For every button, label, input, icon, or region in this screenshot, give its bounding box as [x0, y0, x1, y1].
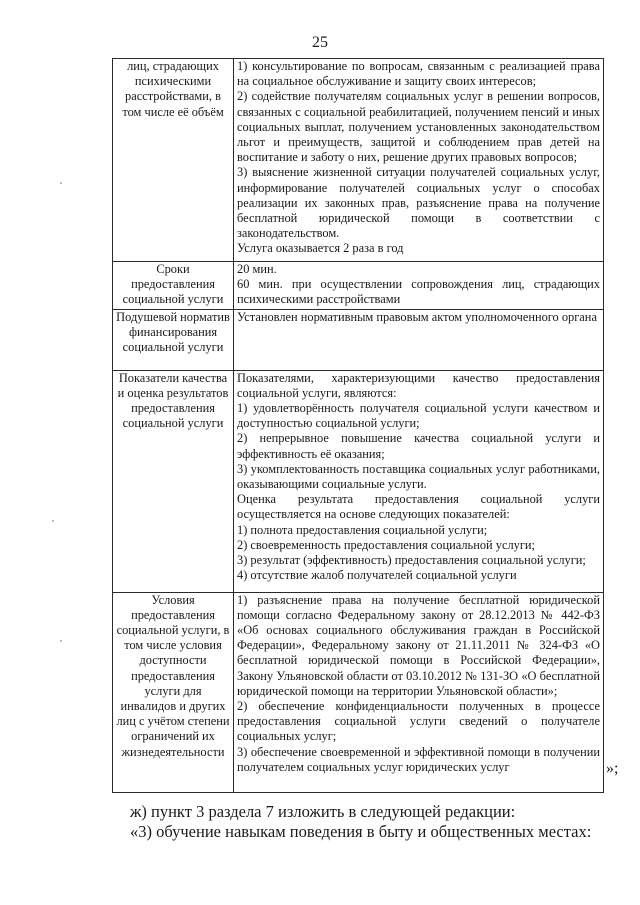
content-paragraph: 1) удовлетворённость получателя социальной услуги качеством и доступностью социальной услуги; — [237, 401, 600, 431]
content-paragraph: 20 мин. — [237, 262, 277, 276]
row-content — [234, 592, 604, 792]
row-content — [234, 370, 604, 592]
content-paragraph: 3) обеспечение своевременной и эффективной помощи в получении получателем социальных услуг юридических услуг — [237, 744, 600, 774]
scan-speck — [52, 520, 54, 522]
content-paragraph: 1) полнота предоставления социальной услуги; — [237, 522, 488, 537]
content-paragraph: 1) консультирование по вопросам, связанным с реализацией права на социальное обслуживание и защиту своих интересов; — [237, 59, 600, 89]
row-content — [234, 309, 604, 370]
content-paragraph: 2) своевременность предоставления социальной услуги; — [237, 537, 535, 552]
content-paragraph: Услуга оказывается 2 раза в год — [237, 241, 404, 256]
table-row — [113, 370, 604, 592]
content-paragraph: Оценка результата предоставления социальной услуги осуществляется на основе следующих показателей: — [237, 492, 600, 522]
scan-speck — [60, 182, 62, 184]
table-row — [113, 309, 604, 370]
scan-speck — [60, 640, 62, 642]
row-label: лиц, страдающих психическими расстройствами, в том числе её объём — [113, 59, 234, 262]
content-paragraph: 3) выяснение жизненной ситуации получателей социальных услуг, информирование получателей социальных услуг о способах реализации их законных прав, разъяснение права на получение бесплатной юридической помощи в соответствии с законодательством. — [237, 165, 600, 241]
table-row — [113, 59, 604, 262]
row-label: Сроки предоставления социальной услуги — [113, 262, 234, 310]
content-paragraph: 1) разъяснение права на получение бесплатной юридической помощи согласно Федеральному закону от 28.12.2013 № 442-ФЗ «Об основах социального обслуживания граждан в Российской Федерации», Федеральному закону от 21.11.2011 № 324-ФЗ «О бесплатной юридической помощи в Российской Федерации», Закону Ульяновской области от 03.10.2012 № 131-ЗО «О бесплатной юридической помощи на территории Ульяновской области»; — [237, 592, 600, 698]
content-paragraph: 4) отсутствие жалоб получателей социальной услуги — [237, 568, 517, 583]
amendment-line: ж) пункт 3 раздела 7 изложить в следующей редакции: — [130, 802, 516, 821]
amendment-line: «3) обучение навыкам поведения в быту и общественных местах: — [130, 822, 592, 841]
content-paragraph: 2) непрерывное повышение качества социальной услуги и эффективность её оказания; — [237, 431, 600, 461]
page-number: 25 — [312, 34, 328, 51]
content-paragraph: 3) результат (эффективность) предоставления социальной услуги; — [237, 553, 586, 568]
table-row — [113, 592, 604, 792]
row-label: Условия предоставления социальной услуги, в том числе условия доступности предоставления услуги для инвалидов и других лиц с учётом степени ограничений их жизнедеятельности — [113, 592, 234, 792]
content-paragraph: 2) содействие получателям социальных услуг в решении вопросов, связанных с социальной реабилитацией, получением пенсий и иных социальных выплат, получением установленных законодательством льгот и преимуществ, защитой и соблюдением прав детей на воспитание и заботу о них, решение других правовых вопросов; — [237, 89, 600, 165]
content-paragraph: 60 мин. при осуществлении сопровождения лиц, страдающих психическими расстройствами — [237, 277, 600, 307]
table-row — [113, 262, 604, 310]
content-paragraph: 2) обеспечение конфиденциальности полученных в процессе предоставления социальной услуги сведений о получателе социальных услуг; — [237, 699, 600, 744]
closing-quote-mark: »; — [606, 760, 619, 777]
service-standard-table — [112, 58, 604, 793]
content-paragraph: 3) укомплектованность поставщика социальных услуг работниками, оказывающими социальные услуги. — [237, 461, 600, 492]
row-label: Показатели качества и оценка результатов предоставления социальной услуги — [113, 370, 234, 592]
row-label: Подушевой норматив финансирования социальной услуги — [113, 309, 234, 370]
content-paragraph: Показателями, характеризующими качество предоставления социальной услуги, являются: — [237, 370, 600, 400]
row-content — [234, 59, 604, 262]
row-content — [234, 262, 604, 310]
content-paragraph: Установлен нормативным правовым актом уполномоченного органа — [237, 309, 597, 324]
